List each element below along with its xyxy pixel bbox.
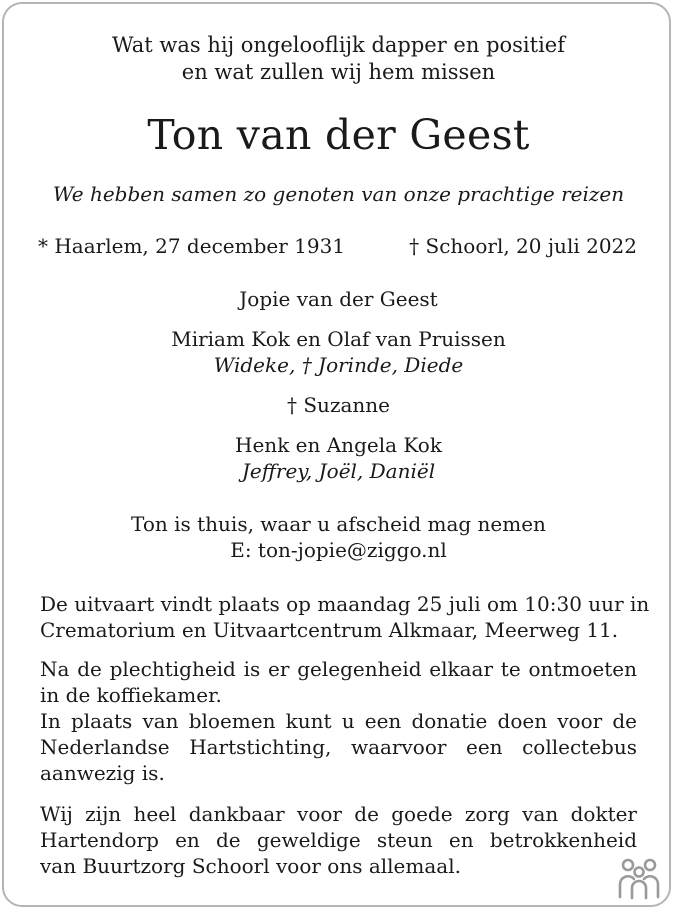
text-line: aanwezig is. xyxy=(40,761,165,785)
contact-block xyxy=(0,511,677,563)
text-line: Wij zijn heel dankbaar voor de goede zorg van dokter xyxy=(40,802,637,826)
text-line: in de koffiekamer. xyxy=(40,683,222,707)
text-line: Nederlandse Hartstichting, waarvoor een collectebus xyxy=(40,735,637,759)
family-member-main: † Suzanne xyxy=(287,393,390,417)
birth-date: * Haarlem, 27 december 1931 xyxy=(38,234,346,258)
family-member-1 xyxy=(0,286,677,312)
text-line: Crematorium en Uitvaartcentrum Alkmaar, Meerweg 11. xyxy=(40,618,619,642)
text-line: Na de plechtigheid is er gelegenheid elkaar te ontmoeten xyxy=(40,657,637,681)
motto-line-2: en wat zullen wij hem missen xyxy=(181,60,496,84)
death-date: † Schoorl, 20 juli 2022 xyxy=(409,234,637,258)
family-member-main: Miriam Kok en Olaf van Pruissen xyxy=(171,327,506,351)
deceased-name: Ton van der Geest xyxy=(147,111,530,159)
paragraph-donation xyxy=(40,708,637,786)
motto-line-1: Wat was hij ongelooflijk dapper en positief xyxy=(112,33,565,57)
motto xyxy=(0,32,677,86)
contact-line-1: Ton is thuis, waar u afscheid mag nemen xyxy=(131,512,546,536)
text-line: van Buurtzorg Schoorl voor ons allemaal. xyxy=(40,854,461,878)
family-member-2 xyxy=(0,326,677,378)
paragraph-funeral xyxy=(40,591,650,643)
paragraph-reception xyxy=(40,656,637,708)
text-line: In plaats van bloemen kunt u een donatie doen voor de xyxy=(40,709,637,733)
family-member-children: Wideke, † Jorinde, Diede xyxy=(213,353,464,377)
family-member-main: Jopie van der Geest xyxy=(239,287,438,311)
text-line: Hartendorp en de geweldige steun en betrokkenheid xyxy=(40,828,637,852)
paragraph-thanks xyxy=(40,801,637,879)
subtitle: We hebben samen zo genoten van onze prachtige reizen xyxy=(52,182,625,206)
family-member-children: Jeffrey, Joël, Daniël xyxy=(241,459,436,483)
family-member-3 xyxy=(0,392,677,418)
text-line: De uitvaart vindt plaats op maandag 25 juli om 10:30 uur in xyxy=(40,592,650,616)
people-group-icon xyxy=(615,855,663,901)
contact-email[interactable]: E: ton-jopie@ziggo.nl xyxy=(230,538,447,562)
family-member-4 xyxy=(0,432,677,484)
family-member-main: Henk en Angela Kok xyxy=(235,433,442,457)
